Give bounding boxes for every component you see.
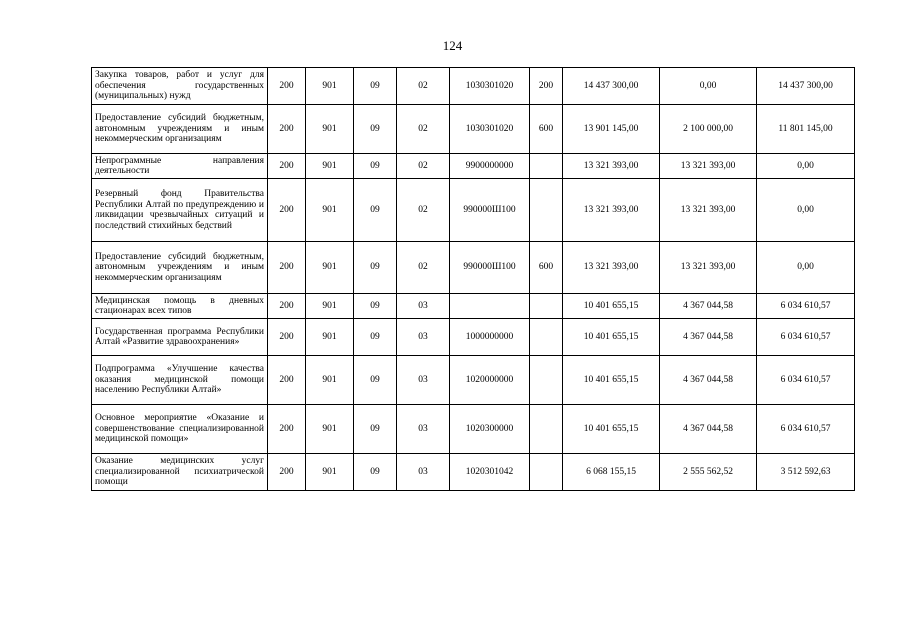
amount-second: 4 367 044,58 (660, 356, 757, 405)
amount-second: 13 321 393,00 (660, 154, 757, 179)
table-row (92, 154, 855, 179)
expense-type-code (530, 319, 563, 356)
amount-total: 6 068 155,15 (563, 454, 660, 491)
subsection-code: 02 (397, 242, 450, 294)
section-code: 09 (354, 242, 397, 294)
section-code: 09 (354, 154, 397, 179)
amount-total: 10 401 655,15 (563, 405, 660, 454)
section-code: 09 (354, 454, 397, 491)
subsection-code: 03 (397, 294, 450, 319)
amount-second: 4 367 044,58 (660, 319, 757, 356)
row-name: Подпрограмма «Улучшение качества оказания медицинской помощи населению Республики Алтай» (92, 356, 268, 405)
section-code: 09 (354, 105, 397, 154)
row-name: Резервный фонд Правительства Республики Алтай по предупреждению и ликвидации чрезвычайных ситуаций и последствий стихийных бедствий (92, 179, 268, 242)
amount-third: 0,00 (757, 154, 855, 179)
row-name: Государственная программа Республики Алтай «Развитие здравоохранения» (92, 319, 268, 356)
department-code: 901 (306, 454, 354, 491)
expense-type-code (530, 454, 563, 491)
code-cell: 200 (268, 356, 306, 405)
amount-third: 3 512 592,63 (757, 454, 855, 491)
amount-second: 0,00 (660, 68, 757, 105)
amount-third: 14 437 300,00 (757, 68, 855, 105)
code-cell: 200 (268, 242, 306, 294)
section-code: 09 (354, 356, 397, 405)
subsection-code: 03 (397, 356, 450, 405)
subsection-code: 03 (397, 405, 450, 454)
target-article-code: 1000000000 (450, 319, 530, 356)
amount-total: 13 901 145,00 (563, 105, 660, 154)
expense-type-code (530, 294, 563, 319)
target-article-code: 1030301020 (450, 68, 530, 105)
amount-total: 13 321 393,00 (563, 179, 660, 242)
amount-total: 10 401 655,15 (563, 319, 660, 356)
department-code: 901 (306, 68, 354, 105)
budget-table (91, 67, 855, 491)
target-article-code: 1020000000 (450, 356, 530, 405)
code-cell: 200 (268, 179, 306, 242)
department-code: 901 (306, 105, 354, 154)
subsection-code: 02 (397, 179, 450, 242)
department-code: 901 (306, 294, 354, 319)
code-cell: 200 (268, 405, 306, 454)
row-name: Предоставление субсидий бюджетным, автономным учреждениям и иным некоммерческим организациям (92, 242, 268, 294)
amount-total: 14 437 300,00 (563, 68, 660, 105)
target-article-code: 1020301042 (450, 454, 530, 491)
amount-third: 0,00 (757, 179, 855, 242)
row-name: Закупка товаров, работ и услуг для обеспечения государственных (муниципальных) нужд (92, 68, 268, 105)
amount-second: 2 100 000,00 (660, 105, 757, 154)
row-name: Предоставление субсидий бюджетным, автономным учреждениям и иным некоммерческим организациям (92, 105, 268, 154)
amount-second: 13 321 393,00 (660, 242, 757, 294)
code-cell: 200 (268, 319, 306, 356)
department-code: 901 (306, 179, 354, 242)
subsection-code: 02 (397, 105, 450, 154)
section-code: 09 (354, 68, 397, 105)
row-name: Медицинская помощь в дневных стационарах всех типов (92, 294, 268, 319)
expense-type-code (530, 356, 563, 405)
amount-third: 11 801 145,00 (757, 105, 855, 154)
amount-second: 4 367 044,58 (660, 405, 757, 454)
row-name: Оказание медицинских услуг специализированной психиатрической помощи (92, 454, 268, 491)
table-row (92, 405, 855, 454)
department-code: 901 (306, 319, 354, 356)
target-article-code: 9900000000 (450, 154, 530, 179)
subsection-code: 02 (397, 154, 450, 179)
table-row (92, 454, 855, 491)
table-row (92, 105, 855, 154)
target-article-code: 1020300000 (450, 405, 530, 454)
target-article-code: 990000Ш100 (450, 242, 530, 294)
table-row (92, 356, 855, 405)
amount-third: 6 034 610,57 (757, 356, 855, 405)
section-code: 09 (354, 319, 397, 356)
table-row (92, 68, 855, 105)
code-cell: 200 (268, 154, 306, 179)
amount-total: 13 321 393,00 (563, 154, 660, 179)
section-code: 09 (354, 179, 397, 242)
code-cell: 200 (268, 68, 306, 105)
subsection-code: 03 (397, 454, 450, 491)
expense-type-code: 600 (530, 242, 563, 294)
code-cell: 200 (268, 105, 306, 154)
amount-third: 6 034 610,57 (757, 319, 855, 356)
target-article-code: 990000Ш100 (450, 179, 530, 242)
expense-type-code: 600 (530, 105, 563, 154)
amount-total: 13 321 393,00 (563, 242, 660, 294)
amount-third: 6 034 610,57 (757, 294, 855, 319)
amount-total: 10 401 655,15 (563, 294, 660, 319)
department-code: 901 (306, 356, 354, 405)
amount-third: 6 034 610,57 (757, 405, 855, 454)
section-code: 09 (354, 405, 397, 454)
table-row (92, 319, 855, 356)
code-cell: 200 (268, 294, 306, 319)
table-row (92, 294, 855, 319)
amount-second: 2 555 562,52 (660, 454, 757, 491)
row-name: Непрограммные направления деятельности (92, 154, 268, 179)
table-row (92, 179, 855, 242)
amount-second: 13 321 393,00 (660, 179, 757, 242)
amount-total: 10 401 655,15 (563, 356, 660, 405)
target-article-code: 1030301020 (450, 105, 530, 154)
table-row (92, 242, 855, 294)
target-article-code (450, 294, 530, 319)
subsection-code: 02 (397, 68, 450, 105)
expense-type-code (530, 405, 563, 454)
expense-type-code: 200 (530, 68, 563, 105)
amount-third: 0,00 (757, 242, 855, 294)
row-name: Основное мероприятие «Оказание и совершенствование специализированной медицинской помощи» (92, 405, 268, 454)
department-code: 901 (306, 154, 354, 179)
code-cell: 200 (268, 454, 306, 491)
amount-second: 4 367 044,58 (660, 294, 757, 319)
subsection-code: 03 (397, 319, 450, 356)
department-code: 901 (306, 405, 354, 454)
page-number: 124 (442, 38, 463, 53)
table-body (92, 68, 855, 491)
department-code: 901 (306, 242, 354, 294)
section-code: 09 (354, 294, 397, 319)
expense-type-code (530, 179, 563, 242)
expense-type-code (530, 154, 563, 179)
